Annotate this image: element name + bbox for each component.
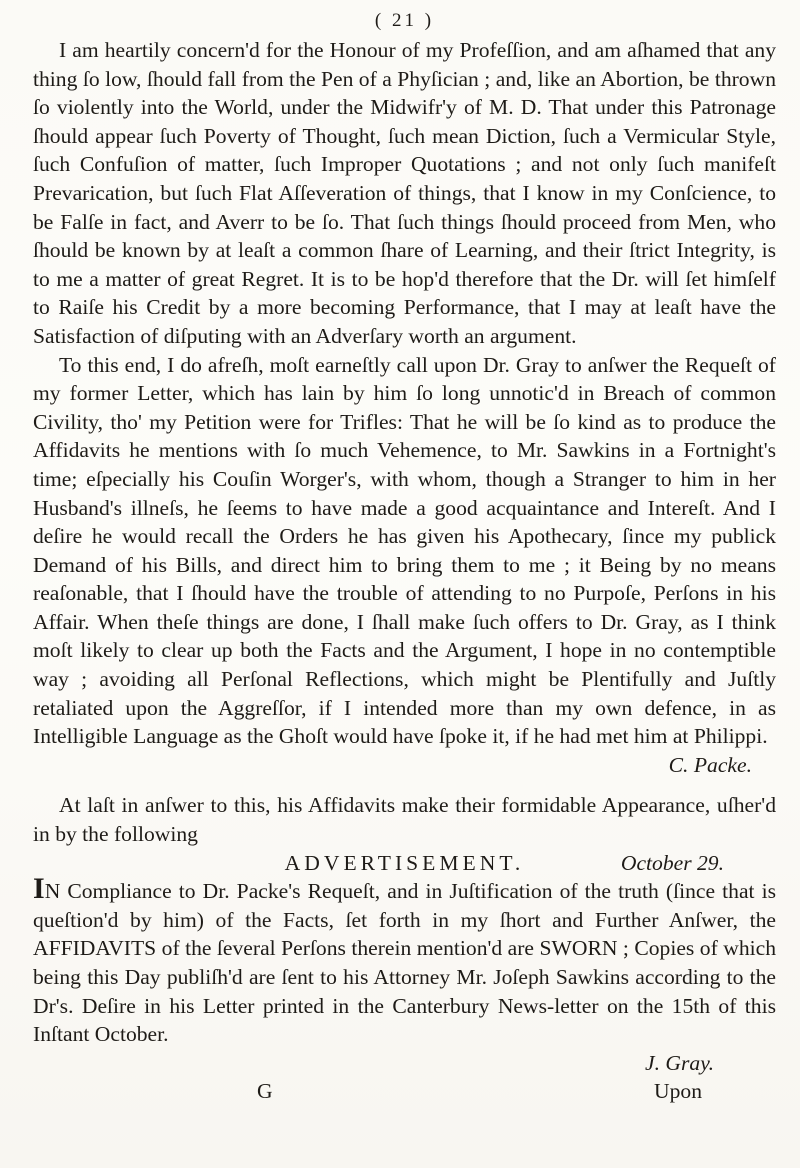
- advertisement-heading: [33, 849, 776, 878]
- paragraph-2: To this end, I do afreſh, moſt earneſtly call upon Dr. Gray to anſwer the Requeſt of my former Letter, which has lain by him ſo long unnotic'd in Breach of common Civility, tho' my Petition were for Trifles: That he will be ſo kind as to produce the Affidavits he mentions with ſo much Vehemence, to Mr. Sawkins in a Fortnight's time; eſpecially his Couſin Worger's, with whom, though a Stranger to him in her Husband's illneſs, he ſeems to have made a good acquaintance and Intereſt. And I deſire he would recall the Orders he has given his Apothecary, ſince my publick Demand of his Bills, and direct him to bring them to me ; it Being by no means reaſonable, that I ſhould have the trouble of attending to no Purpoſe, Perſons in his Affair. When theſe things are done, I ſhall make ſuch offers to Dr. Gray, as I think moſt likely to clear up both the Facts and the Argument, I hope in no contemptible way ; avoiding all Perſonal Reflections, which might be Plentifully and Juſtly retaliated upon the Aggreſſor, if I intended more than my own defence, in as Intelligible Language as the Ghoſt would have ſpoke it, if he had met him at Philippi.: [33, 352, 776, 749]
- advertisement-date: October 29.: [620, 850, 724, 875]
- transition-paragraph: At laſt in anſwer to this, his Affidavits make their formidable Appearance, uſher'd in by the following: [33, 793, 776, 847]
- signature-mark: G: [257, 1078, 273, 1103]
- page-number: ( 21 ): [374, 10, 435, 31]
- page-footer: [33, 1079, 776, 1109]
- paragraph-1: I am heartily concern'd for the Honour of my Profeſſion, and am aſhamed that any thing ſo low, ſhould fall from the Pen of a Phyſician ; and, like an Abortion, be thrown ſo violently into the World, under the Midwifr'y of M. D. That under this Patronage ſhould appear ſuch Poverty of Thought, ſuch mean Diction, ſuch a Vermicular Style, ſuch Confuſion of matter, ſuch Improper Quotations ; and not only ſuch manifeſt Prevarication, but ſuch Flat Aſſeveration of things, that I know in my Conſcience, to be Falſe in fact, and Averr to be ſo. That ſuch things ſhould proceed from Men, who ſhould be known by at leaſt a common ſhare of Learning, and their ſtrict Integrity, is to me a matter of great Regret. It is to be hop'd therefore that the Dr. will ſet himſelf to Raiſe his Credit by a more becoming Performance, that I may at leaſt have the Satisfaction of diſputing with an Adverſary worth an argument.: [33, 38, 776, 348]
- signature-packe: C. Packe.: [668, 752, 752, 777]
- catchword: Upon: [654, 1078, 702, 1103]
- drop-cap: I: [33, 872, 45, 906]
- advertisement-signature-line: [33, 1049, 776, 1079]
- advertisement-text: N Compliance to Dr. Packe's Requeſt, and in Juſtification of the truth (ſince that is queſtion'd by him) of the Facts, ſet forth in my ſhort and Further Anſwer, the AFFIDAVITS of the ſeveral Perſons therein mention'd are SWORN ; Copies of which being this Day publiſh'd are ſent to his Attorney Mr. Joſeph Sawkins according to the Dr's. Deſire in his Letter printed in the Canterbury News-letter on the 15th of this Inſtant October.: [33, 879, 776, 1047]
- advertisement-title: ADVERTISEMENT.: [284, 850, 525, 875]
- section-gap: [33, 779, 776, 791]
- advertisement-body: [33, 872, 776, 1049]
- signature-gray: J. Gray.: [645, 1050, 714, 1075]
